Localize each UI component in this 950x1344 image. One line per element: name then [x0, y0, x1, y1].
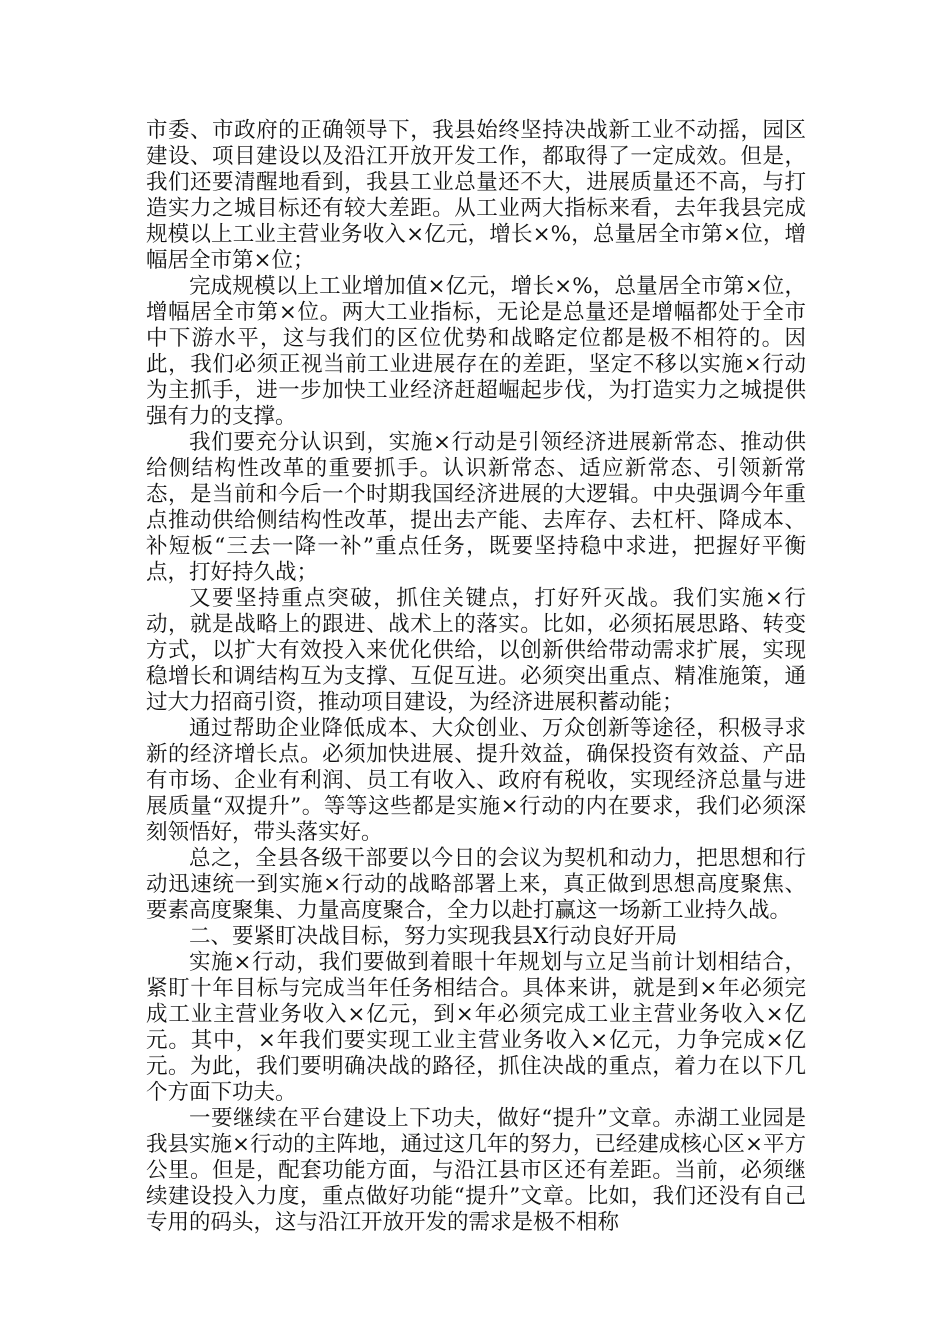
paragraph-8: 一要继续在平台建设上下功夫，做好“提升”文章。赤湖工业园是我县实施×行动的主阵地，通过这几年的努力，已经建成核心区×平方公里。但是，配套功能方面，与沿江县市区还有差距。当前，必须继续建设投入力度，重点做好功能“提升”文章。比如，我们还没有自己专用的码头，这与沿江开放开发的需求是极不相称: [146, 1106, 806, 1235]
section-heading: 二、要紧盯决战目标，努力实现我县X行动良好开局: [189, 924, 678, 949]
document-body: [146, 118, 806, 1236]
paragraph-6: 总之，全县各级干部要以今日的会议为契机和动力，把思想和行动迅速统一到实施×行动的战略部署上来，真正做到思想高度聚焦、要素高度聚集、力量高度聚合，全力以赴打赢这一场新工业持久战。: [146, 846, 806, 923]
paragraph-3: 我们要充分认识到，实施×行动是引领经济进展新常态、推动供给侧结构性改革的重要抓手。认识新常态、适应新常态、引领新常态，是当前和今后一个时期我国经济进展的大逻辑。中央强调今年重点推动供给侧结构性改革，提出去产能、去库存、去杠杆、降成本、补短板“三去一降一补”重点任务，既要坚持稳中求进，把握好平衡点，打好持久战；: [146, 430, 806, 585]
paragraph-2: 完成规模以上工业增加值×亿元，增长×%，总量居全市第×位，增幅居全市第×位。两大工业指标，无论是总量还是增幅都处于全市中下游水平，这与我们的区位优势和战略定位都是极不相符的。因此，我们必须正视当前工业进展存在的差距，坚定不移以实施×行动为主抓手，进一步加快工业经济赶超崛起步伐，为打造实力之城提供强有力的支撑。: [146, 274, 806, 429]
paragraph-1: 市委、市政府的正确领导下，我县始终坚持决战新工业不动摇，园区建设、项目建设以及沿江开放开发工作，都取得了一定成效。但是，我们还要清醒地看到，我县工业总量还不大，进展质量还不高，与打造实力之城目标还有较大差距。从工业两大指标来看，去年我县完成规模以上工业主营业务收入×亿元，增长×%，总量居全市第×位，增幅居全市第×位；: [146, 118, 806, 273]
paragraph-5: 通过帮助企业降低成本、大众创业、万众创新等途径，积极寻求新的经济增长点。必须加快进展、提升效益，确保投资有效益、产品有市场、企业有利润、员工有收入、政府有税收，实现经济总量与进展质量“双提升”。等等这些都是实施×行动的内在要求，我们必须深刻领悟好，带头落实好。: [146, 716, 806, 845]
paragraph-4: 又要坚持重点突破，抓住关键点，打好歼灭战。我们实施×行动，就是战略上的跟进、战术上的落实。比如，必须拓展思路、转变方式，以扩大有效投入来优化供给，以创新供给带动需求扩展，实现稳增长和调结构互为支撑、互促互进。必须突出重点、精准施策，通过大力招商引资，推动项目建设，为经济进展积蓄动能；: [146, 586, 806, 715]
paragraph-7: 实施×行动，我们要做到着眼十年规划与立足当前计划相结合，紧盯十年目标与完成当年任务相结合。具体来讲，就是到×年必须完成工业主营业务收入×亿元，到×年必须完成工业主营业务收入×亿元。其中，×年我们要实现工业主营业务收入×亿元，力争完成×亿元。为此，我们要明确决战的路径，抓住决战的重点，着力在以下几个方面下功夫。: [146, 950, 806, 1105]
